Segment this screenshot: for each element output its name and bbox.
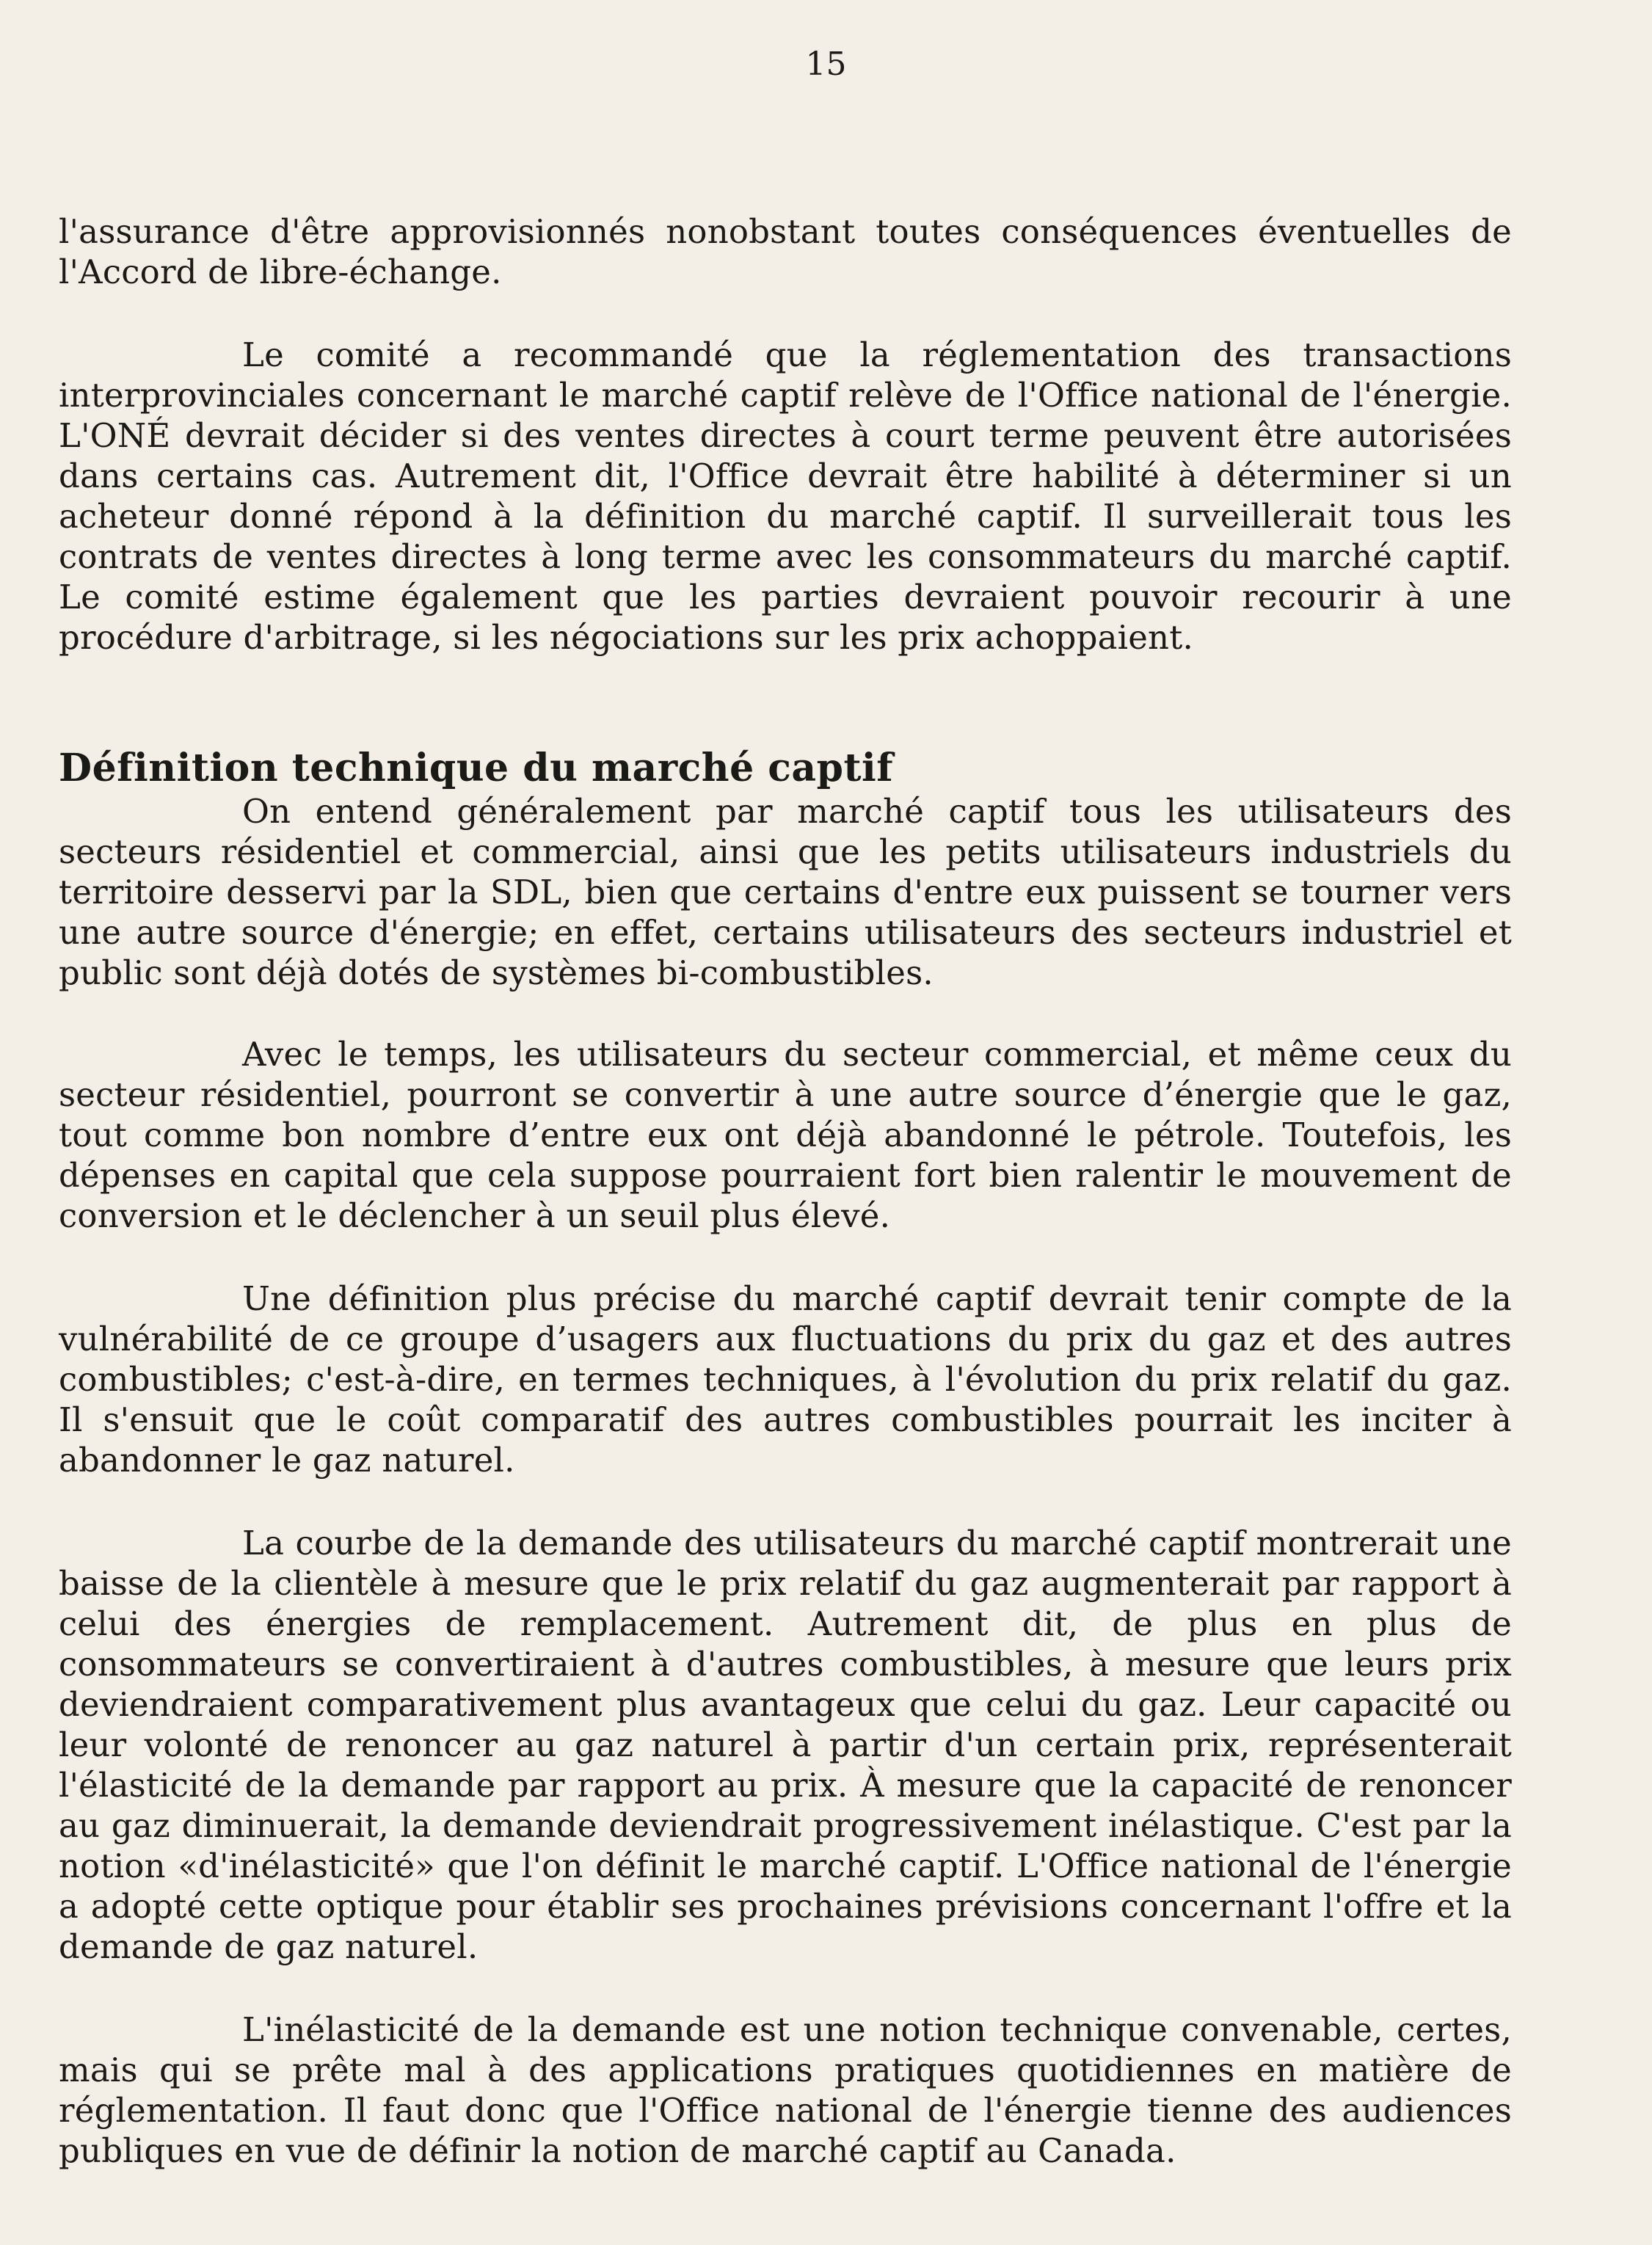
document-body [59, 211, 1512, 2171]
section-heading: Définition technique du marché captif [59, 746, 894, 790]
paragraph-precise-definition: Une définition plus précise du marché captif devrait tenir compte de la vulnérabilité de ce groupe d’usagers aux fluctuations du prix du gaz et des autres combustibles; c'est-à-dire, en termes techniques, à l'évolution du prix relatif du gaz. Il s'ensuit que le coût comparatif des autres combustibles pourrait les inciter à abandonner le gaz naturel. [59, 1279, 1512, 1480]
paragraph-demand-curve: La courbe de la demande des utilisateurs du marché captif montrerait une baisse de la clientèle à mesure que le prix relatif du gaz augmenterait par rapport à celui des énergies de remplacement. Autrement dit, de plus en plus de consommateurs se convertiraient à d'autres combustibles, à mesure que leurs prix deviendraient comparativement plus avantageux que celui du gaz. Leur capacité ou leur volonté de renoncer au gaz naturel à partir d'un certain prix, représenterait l'élasticité de la demande par rapport au prix. À mesure que la capacité de renoncer au gaz diminuerait, la demande deviendrait progressivement inélastique. C'est par la notion «d'inélasticité» que l'on définit le marché captif. L'Office national de l'énergie a adopté cette optique pour établir ses prochaines prévisions concernant l'offre et la demande de gaz naturel. [59, 1524, 1512, 1966]
paragraph-committee-recommendation: Le comité a recommandé que la réglementation des transactions interprovinciales concernant le marché captif relève de l'Office national de l'énergie. L'ONÉ devrait décider si des ventes directes à court terme peuvent être autorisées dans certains cas. Autrement dit, l'Office devrait être habilité à déterminer si un acheteur donné répond à la définition du marché captif. Il surveillerait tous les contrats de ventes directes à long terme avec les consommateurs du marché captif. Le comité estime également que les parties devraient pouvoir recourir à une procédure d'arbitrage, si les négociations sur les prix achoppaient. [59, 335, 1512, 657]
paragraph-conversion-over-time: Avec le temps, les utilisateurs du secteur commercial, et même ceux du secteur résidentiel, pourront se convertir à une autre source d’énergie que le gaz, tout comme bon nombre d’entre eux ont déjà abandonné le pétrole. Toutefois, les dépenses en capital que cela suppose pourraient fort bien ralentir le mouvement de conversion et le déclencher à un seuil plus élevé. [59, 1035, 1512, 1235]
page-number: 15 [805, 46, 847, 83]
paragraph-continuation: l'assurance d'être approvisionnés nonobstant toutes conséquences éventuelles de l'Accord de libre-échange. [59, 212, 1512, 291]
paragraph-captive-market-definition: On entend généralement par marché captif tous les utilisateurs des secteurs résidentiel et commercial, ainsi que les petits utilisateurs industriels du territoire desservi par la SDL, bien que certains d'entre eux puissent se tourner vers une autre source d'énergie; en effet, certains utilisateurs des secteurs industriel et public sont déjà dotés de systèmes bi-combustibles. [59, 792, 1512, 992]
paragraph-inelasticity: L'inélasticité de la demande est une notion technique convenable, certes, mais qui se prête mal à des applications pratiques quotidiennes en matière de réglementation. Il faut donc que l'Office national de l'énergie tienne des audiences publiques en vue de définir la notion de marché captif au Canada. [59, 2010, 1512, 2170]
